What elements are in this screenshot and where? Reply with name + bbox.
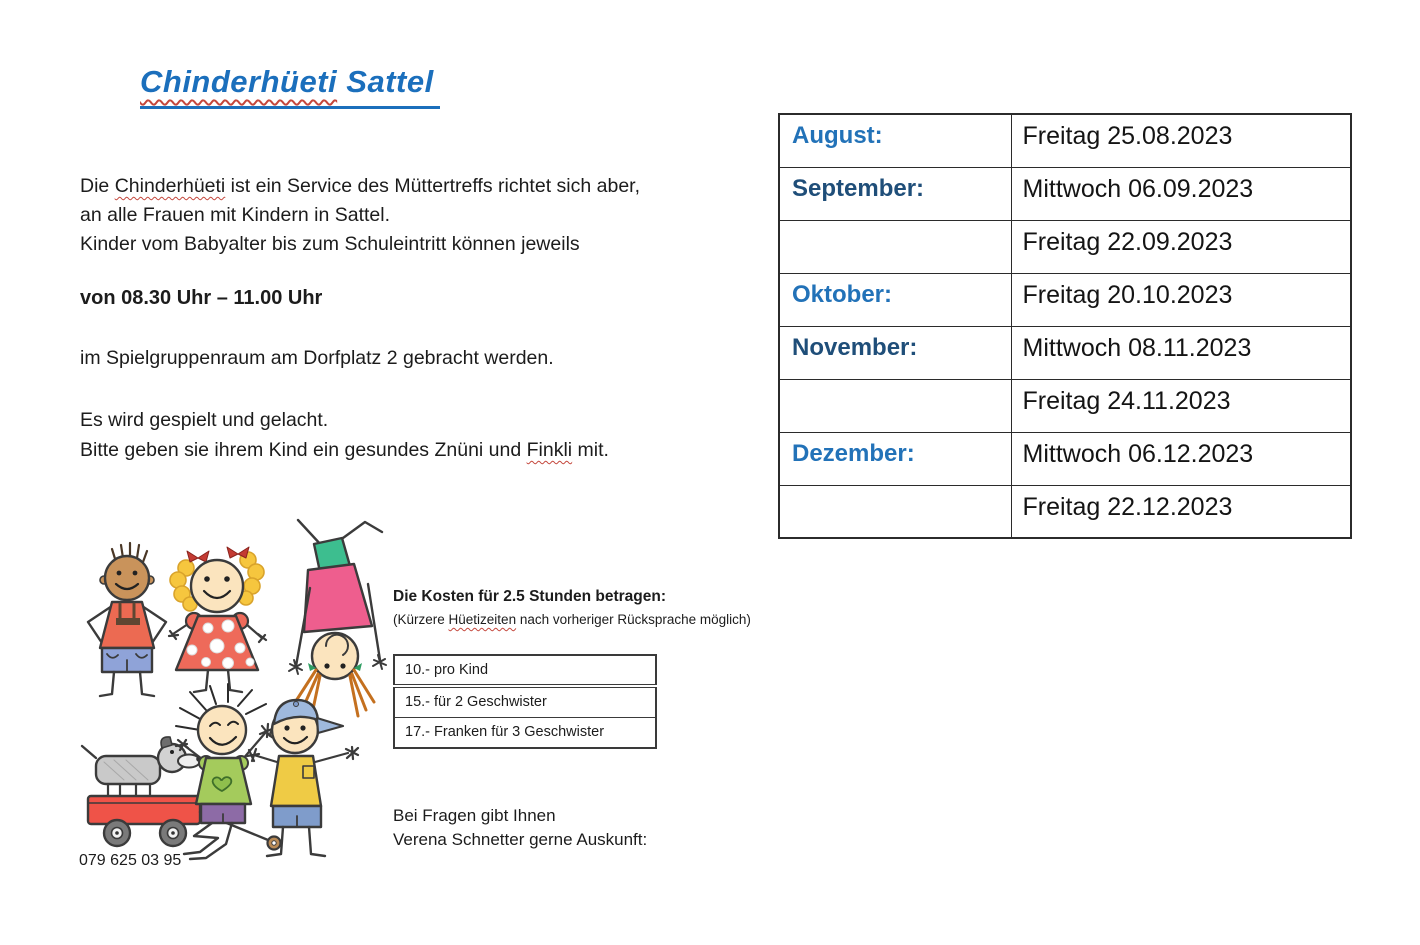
intro-paragraph — [80, 172, 640, 259]
contact-line-1: Bei Fragen gibt Ihnen — [393, 806, 556, 825]
month-cell: Oktober: — [779, 273, 1011, 326]
month-cell: November: — [779, 326, 1011, 379]
boy-with-cap — [247, 700, 358, 856]
play-paragraph — [80, 405, 609, 465]
intro-misspelled-word: Chinderhüeti — [114, 175, 226, 197]
costs-heading: Die Kosten für 2.5 Stunden betragen: — [393, 588, 667, 605]
bring-line-post: mit. — [572, 439, 609, 461]
schedule-row — [779, 379, 1351, 432]
costs-note-pre: (Kürzere — [393, 612, 449, 627]
month-cell: August: — [779, 114, 1011, 167]
costs-note — [393, 612, 751, 627]
date-cell: Freitag 22.09.2023 — [1011, 220, 1351, 273]
bring-line — [80, 435, 609, 465]
date-cell: Freitag 24.11.2023 — [1011, 379, 1351, 432]
date-cell: Mittwoch 06.09.2023 — [1011, 167, 1351, 220]
price-cell: 10.- pro Kind — [394, 655, 656, 686]
intro-line-2: an alle Frauen mit Kindern in Sattel. — [80, 204, 391, 226]
schedule-row — [779, 114, 1351, 167]
month-cell — [779, 485, 1011, 538]
intro-line-3: Kinder vom Babyalter bis zum Schuleintritt können jeweils — [80, 233, 580, 255]
schedule-row — [779, 273, 1351, 326]
schedule-table — [778, 113, 1352, 539]
play-line: Es wird gespielt und gelacht. — [80, 409, 329, 431]
jumping-girl — [176, 684, 272, 859]
price-table — [393, 654, 657, 749]
price-row — [394, 717, 656, 748]
date-cell: Freitag 22.12.2023 — [1011, 485, 1351, 538]
title-word-chinderhueti: Chinderhüeti — [140, 64, 338, 99]
schedule-row — [779, 432, 1351, 485]
month-cell: Dezember: — [779, 432, 1011, 485]
children-clipart-illustration — [70, 518, 390, 868]
price-row — [394, 655, 656, 686]
price-row — [394, 686, 656, 717]
price-cell: 17.- Franken für 3 Geschwister — [394, 717, 656, 748]
intro-line-1-post: ist ein Service des Müttertreffs richtet sich aber, — [225, 175, 640, 197]
month-cell: September: — [779, 167, 1011, 220]
costs-misspelled-word: Hüetizeiten — [448, 612, 517, 627]
date-cell: Freitag 20.10.2023 — [1011, 273, 1351, 326]
bring-misspelled-word: Finkli — [526, 439, 573, 461]
bring-line-pre: Bitte geben sie ihrem Kind ein gesundes Znüni und — [80, 439, 527, 461]
schedule-row — [779, 485, 1351, 538]
costs-note-post: nach vorheriger Rücksprache möglich) — [516, 612, 751, 627]
date-cell: Mittwoch 08.11.2023 — [1011, 326, 1351, 379]
month-cell — [779, 379, 1011, 432]
date-cell: Mittwoch 06.12.2023 — [1011, 432, 1351, 485]
handstand-girl — [289, 520, 386, 716]
intro-line-1-pre: Die — [80, 175, 115, 197]
page-title — [140, 64, 440, 109]
price-cell: 15.- für 2 Geschwister — [394, 686, 656, 717]
schedule-row — [779, 326, 1351, 379]
schedule-row — [779, 167, 1351, 220]
date-cell: Freitag 25.08.2023 — [1011, 114, 1351, 167]
schedule-row — [779, 220, 1351, 273]
phone-number: 079 625 03 95 — [79, 852, 182, 869]
contact-line-2: Verena Schnetter gerne Auskunft: — [393, 830, 648, 849]
girl-polkadot-dress — [169, 547, 266, 692]
opening-hours-line: von 08.30 Uhr – 11.00 Uhr — [80, 287, 323, 309]
location-line: im Spielgruppenraum am Dorfplatz 2 gebracht werden. — [80, 347, 554, 369]
boy-hands-on-hips — [88, 543, 166, 696]
intro-line-1 — [80, 172, 640, 201]
month-cell — [779, 220, 1011, 273]
title-word-sattel: Sattel — [337, 64, 434, 99]
